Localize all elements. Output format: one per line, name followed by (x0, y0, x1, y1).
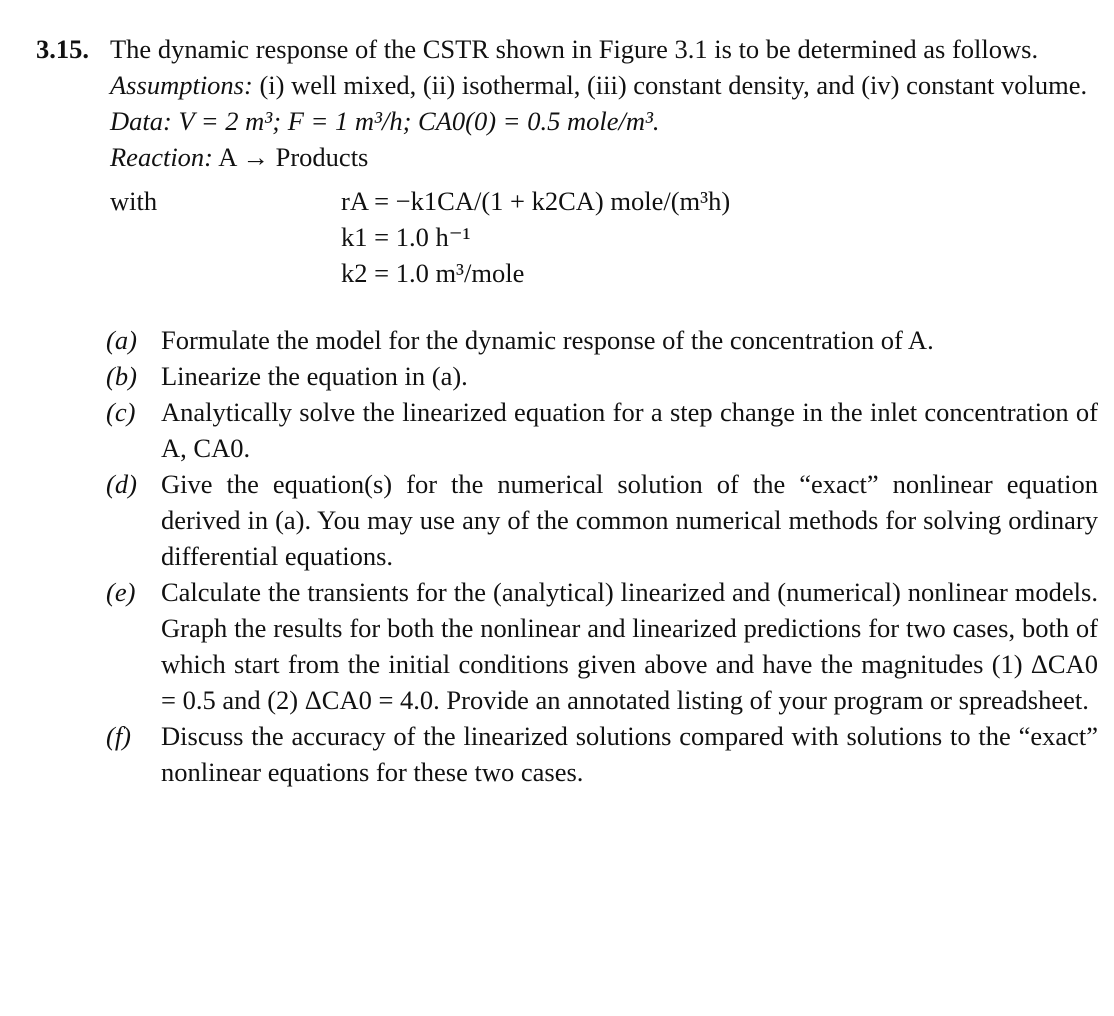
assumptions-text: (i) well mixed, (ii) isothermal, (iii) constant density, and (iv) constant volume. (259, 70, 1088, 100)
part-text: Give the equation(s) for the numerical solution of the “exact” nonlinear equation derived in (a). You may use any of the common numerical methods for solving ordinary differential equations. (161, 469, 1098, 571)
part-text: Formulate the model for the dynamic response of the concentration of A. (161, 325, 934, 355)
part-text: Analytically solve the linearized equation for a step change in the inlet concentration of A, CA0. (161, 397, 1098, 463)
part-text: Discuss the accuracy of the linearized solutions compared with solutions to the “exact” nonlinear equations for these two cases. (161, 721, 1098, 787)
rate-equation: rA = −k1CA/(1 + k2CA) mole/(m³h) (341, 186, 731, 216)
data-flow: F = 1 m³/h; (287, 106, 412, 136)
problem-statement: The dynamic response of the CSTR shown in Figure 3.1 is to be determined as follows. (110, 34, 1039, 64)
problem-3-15 (36, 31, 1098, 790)
part-label: (c) (106, 397, 136, 427)
assumptions-line (110, 67, 1098, 103)
parts-list (106, 322, 1098, 790)
data-line (110, 103, 1098, 139)
reaction-text: A → Products (218, 142, 369, 172)
problem-number: 3.15. (36, 34, 89, 64)
part-label: (f) (106, 721, 132, 751)
part-d (106, 466, 1098, 574)
part-text: Linearize the equation in (a). (161, 361, 468, 391)
data-volume: V = 2 m³; (178, 106, 282, 136)
reaction-line (110, 139, 1098, 175)
part-text: Calculate the transients for the (analytical) linearized and (numerical) nonlinear models. Graph the results for both the nonlinear and linearized predictions for two cases, both of which start from the initial conditions given above and have the magnitudes (1) ΔCA0 = 0.5 and (2) ΔCA0 = 4.0. Provide an annotated listing of your program or spreadsheet. (161, 577, 1098, 715)
rate-equations (110, 183, 1098, 295)
part-c (106, 394, 1098, 466)
with-label: with (110, 186, 158, 216)
part-label: (b) (106, 361, 137, 391)
part-label: (a) (106, 325, 137, 355)
k1-equation: k1 = 1.0 h⁻¹ (341, 222, 471, 252)
problem-body (106, 31, 1098, 790)
data-initial-concentration: CA0(0) = 0.5 mole/m³. (418, 106, 660, 136)
part-a (106, 322, 1098, 358)
part-e (106, 574, 1098, 718)
data-label: Data: (110, 106, 172, 136)
equation-list (341, 183, 730, 291)
reaction-label: Reaction: (110, 142, 214, 172)
part-label: (e) (106, 577, 136, 607)
part-label: (d) (106, 469, 137, 499)
part-f (106, 718, 1098, 790)
part-b (106, 358, 1098, 394)
assumptions-label: Assumptions: (110, 70, 253, 100)
k2-equation: k2 = 1.0 m³/mole (341, 258, 525, 288)
